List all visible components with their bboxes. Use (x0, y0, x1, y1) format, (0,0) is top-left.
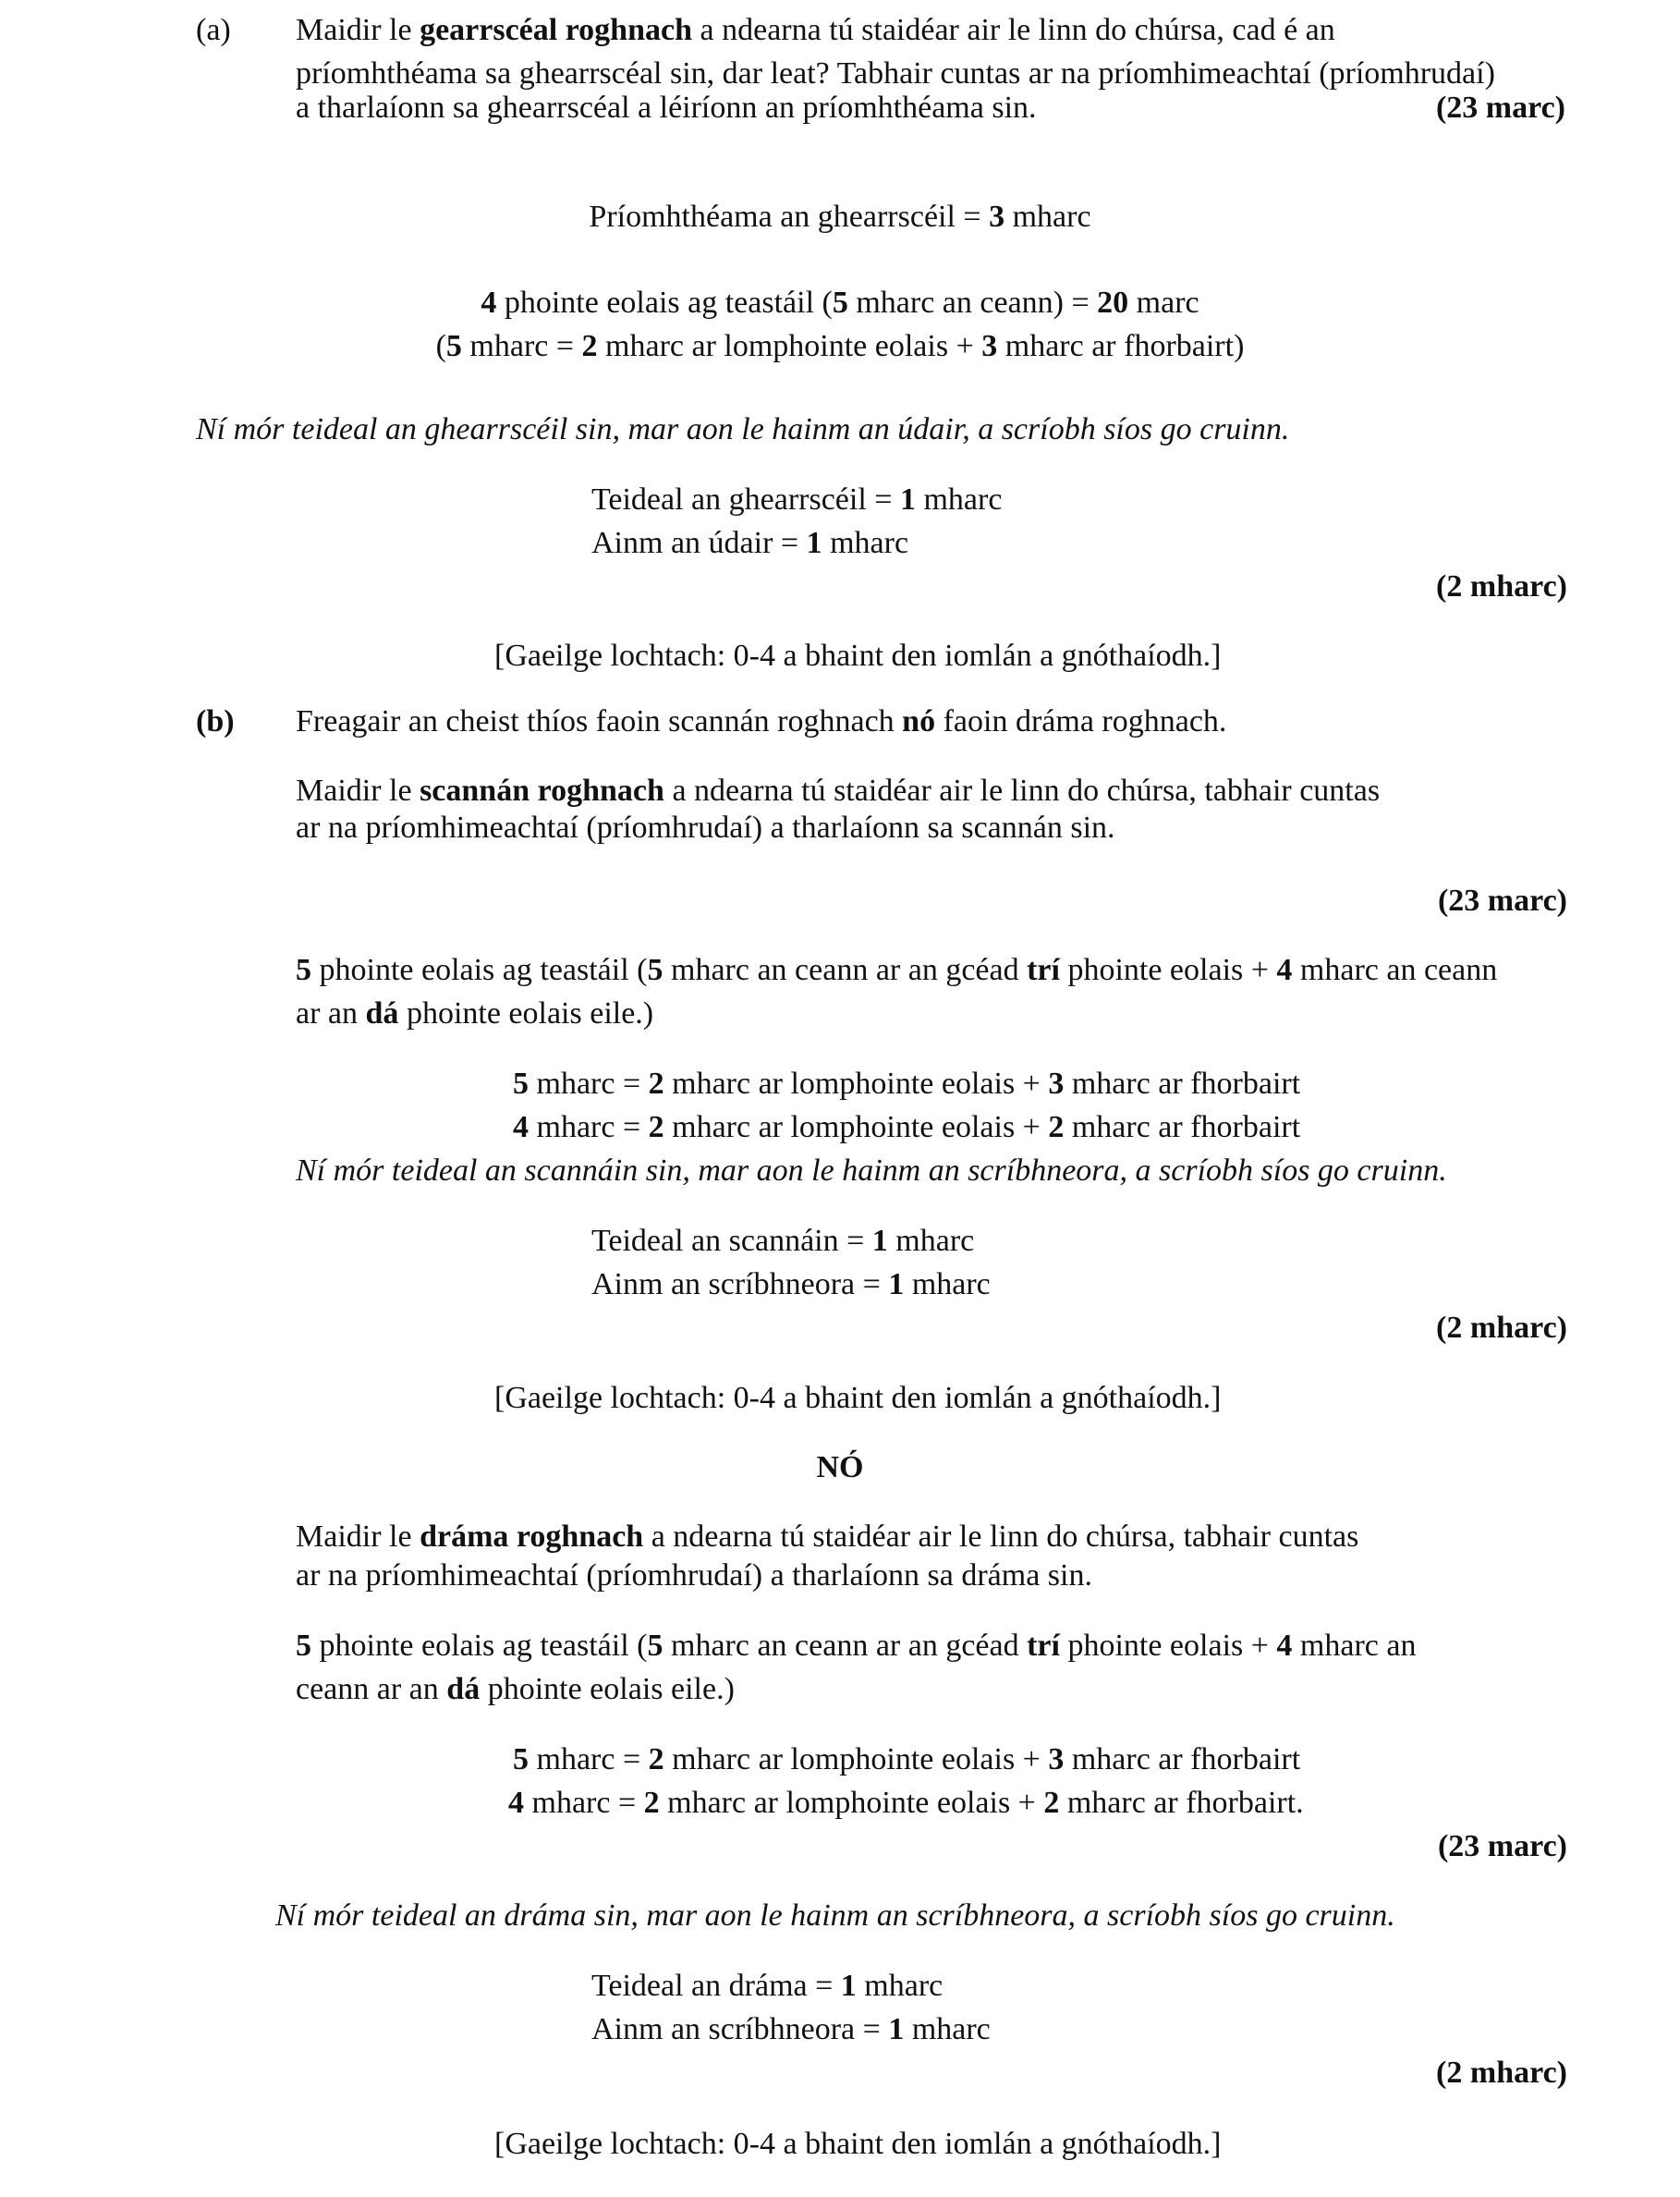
emphasis: 2 (643, 1786, 660, 1820)
emphasis: 5 (445, 329, 462, 363)
emphasis: 5 (513, 1742, 529, 1776)
section-a-title-line: Teideal an ghearrscéil = 1 mharc (591, 482, 1003, 517)
emphasis: 5 (647, 953, 663, 987)
emphasis: 2 (1048, 1110, 1065, 1144)
emphasis: nó (902, 704, 936, 738)
section-a-theme-line: Príomhthéama an ghearrscéil = 3 mharc (589, 200, 1091, 234)
emphasis: 3 (989, 200, 1005, 234)
drama-title-line: Teideal an dráma = 1 mharc (591, 1969, 943, 2003)
emphasis: 20 (1097, 286, 1129, 320)
emphasis: 1 (899, 482, 916, 517)
film-title-line: Teideal an scannáin = 1 mharc (591, 1224, 975, 1258)
drama-title-note: Ní mór teideal an dráma sin, mar aon le hainm an scríbhneora, a scríobh síos go cruinn. (275, 1898, 1395, 1933)
emphasis: gearrscéal roghnach (420, 13, 693, 47)
emphasis: 1 (888, 1267, 905, 1301)
emphasis: 5 (296, 953, 311, 987)
emphasis: 5 (513, 1067, 529, 1101)
section-a-title-note: Ní mór teideal an ghearrscéil sin, mar aon le hainm an údair, a scríobh síos go cruinn. (196, 412, 1290, 446)
emphasis: 5 (296, 1629, 311, 1663)
drama-points-line-2: ceann ar an dá phointe eolais eile.) (296, 1672, 735, 1706)
drama-marks: (23 marc) (1437, 1829, 1567, 1863)
emphasis: dá (446, 1672, 481, 1706)
emphasis: 3 (981, 329, 998, 363)
drama-breakdown-line-1: 5 mharc = 2 mharc ar lomphointe eolais + 3 mharc ar fhorbairt (513, 1742, 1301, 1776)
emphasis: 4 (1276, 1629, 1293, 1663)
emphasis: 5 (647, 1629, 663, 1663)
emphasis: dráma roghnach (420, 1520, 644, 1554)
drama-question-line-1: Maidir le dráma roghnach a ndearna tú staidéar air le linn do chúrsa, tabhair cuntas (296, 1520, 1359, 1554)
drama-points-line-1: 5 phointe eolais ag teastáil (5 mharc an ceann ar an gcéad trí phointe eolais + 4 mharc an (296, 1629, 1417, 1663)
emphasis: 2 (648, 1742, 664, 1776)
film-penalty: [Gaeilge lochtach: 0-4 a bhaint den iomlán a gnóthaíodh.] (494, 1381, 1222, 1415)
section-a-label: (a) (196, 13, 231, 47)
emphasis: 1 (888, 2012, 905, 2046)
film-marks: (23 marc) (1437, 884, 1567, 918)
section-a-marks: (23 marc) (1435, 91, 1565, 125)
section-a-question-line-1: Maidir le gearrscéal roghnach a ndearna tú staidéar air le linn do chúrsa, cad é an (296, 13, 1335, 47)
or-separator: NÓ (816, 1450, 864, 1484)
emphasis: 1 (871, 1224, 888, 1258)
section-a-question-line-2: príomhthéama sa ghearrscéal sin, dar leat? Tabhair cuntas ar na príomhimeachtaí (príomhrudaí) (296, 56, 1495, 91)
emphasis: 4 (481, 286, 497, 320)
drama-question-line-2: ar na príomhimeachtaí (príomhrudaí) a tharlaíonn sa dráma sin. (296, 1558, 1092, 1593)
emphasis: trí (1027, 953, 1060, 987)
emphasis: 5 (832, 286, 848, 320)
emphasis: 2 (648, 1067, 664, 1101)
film-points-line-2: ar an dá phointe eolais eile.) (296, 996, 654, 1031)
film-points-line-1: 5 phointe eolais ag teastáil (5 mharc an ceann ar an gcéad trí phointe eolais + 4 mharc an ceann (296, 953, 1498, 987)
emphasis: 2 (648, 1110, 664, 1144)
emphasis: 3 (1048, 1742, 1065, 1776)
film-title-note: Ní mór teideal an scannáin sin, mar aon le hainm an scríbhneora, a scríobh síos go cruinn. (296, 1153, 1447, 1188)
emphasis: 4 (508, 1786, 524, 1820)
section-a-author-line: Ainm an údair = 1 mharc (591, 526, 909, 560)
drama-title-marks: (2 mharc) (1436, 2056, 1567, 2090)
drama-author-line: Ainm an scríbhneora = 1 mharc (591, 2012, 991, 2046)
emphasis: scannán roghnach (420, 774, 664, 808)
drama-penalty: [Gaeilge lochtach: 0-4 a bhaint den iomlán a gnóthaíodh.] (494, 2127, 1222, 2161)
emphasis: 4 (1276, 953, 1293, 987)
film-title-marks: (2 mharc) (1436, 1311, 1567, 1345)
section-a-penalty: [Gaeilge lochtach: 0-4 a bhaint den iomlán a gnóthaíodh.] (494, 639, 1222, 673)
film-author-line: Ainm an scríbhneora = 1 mharc (591, 1267, 991, 1301)
emphasis: dá (365, 996, 399, 1031)
section-a-breakdown-line: (5 mharc = 2 mharc ar lomphointe eolais + 3 mharc ar fhorbairt) (435, 329, 1245, 363)
emphasis: 3 (1048, 1067, 1065, 1101)
film-question-line-1: Maidir le scannán roghnach a ndearna tú staidéar air le linn do chúrsa, tabhair cuntas (296, 774, 1381, 808)
emphasis: 2 (581, 329, 598, 363)
section-b-intro: Freagair an cheist thíos faoin scannán roghnach nó faoin dráma roghnach. (296, 704, 1227, 738)
film-question-line-2: ar na príomhimeachtaí (príomhrudaí) a tharlaíonn sa scannán sin. (296, 811, 1115, 845)
section-a-title-marks: (2 mharc) (1436, 569, 1567, 604)
film-breakdown-line-1: 5 mharc = 2 mharc ar lomphointe eolais + 3 mharc ar fhorbairt (513, 1067, 1301, 1101)
emphasis: trí (1027, 1629, 1060, 1663)
emphasis: 1 (840, 1969, 857, 2003)
emphasis: 4 (513, 1110, 529, 1144)
section-a-points-line: 4 phointe eolais ag teastáil (5 mharc an ceann) = 20 marc (481, 286, 1199, 320)
emphasis: 2 (1043, 1786, 1060, 1820)
section-a-question-line-3: a tharlaíonn sa ghearrscéal a léiríonn an príomhthéama sin. (296, 91, 1037, 125)
emphasis: 1 (806, 526, 822, 560)
film-breakdown-line-2: 4 mharc = 2 mharc ar lomphointe eolais + 2 mharc ar fhorbairt (513, 1110, 1301, 1144)
drama-breakdown-line-2: 4 mharc = 2 mharc ar lomphointe eolais + 2 mharc ar fhorbairt. (508, 1786, 1304, 1820)
section-b-label: (b) (196, 704, 235, 738)
